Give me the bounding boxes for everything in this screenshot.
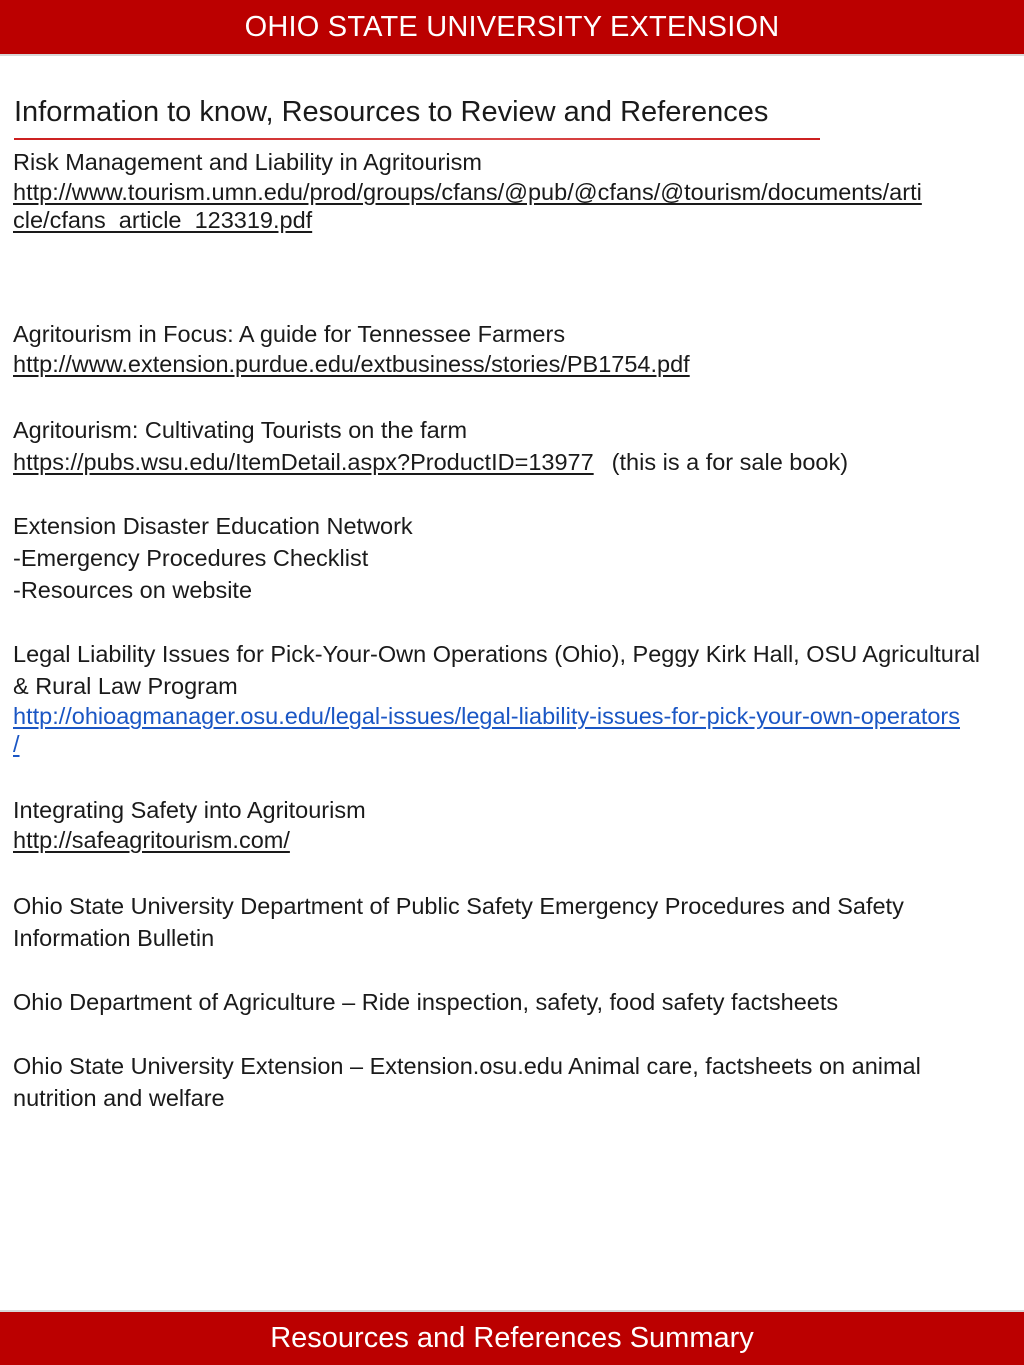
spacer — [13, 234, 1013, 286]
resource-risk-link[interactable] — [13, 178, 1013, 234]
resource-legal-title-line1: Legal Liability Issues for Pick-Your-Own Operations (Ohio), Peggy Kirk Hall, OSU Agricultural — [13, 641, 980, 667]
resource-osu-extension-line2: nutrition and welfare — [13, 1085, 225, 1111]
resource-safety-link[interactable]: http://safeagritourism.com/ — [13, 827, 290, 853]
resource-oda-line1: Ohio Department of Agriculture – Ride inspection, safety, food safety factsheets — [13, 989, 839, 1015]
resource-safety-title: Integrating Safety into Agritourism — [13, 797, 366, 823]
resource-risk-url-line1[interactable]: http://www.tourism.umn.edu/prod/groups/cfans/@pub/@cfans/@tourism/documents/arti — [13, 179, 922, 205]
spacer — [13, 606, 1013, 638]
resource-cultivating-link[interactable]: https://pubs.wsu.edu/ItemDetail.aspx?ProductID=13977 — [13, 449, 594, 475]
resource-risk-url-line2[interactable]: cle/cfans_article_123319.pdf — [13, 207, 313, 233]
spacer — [13, 286, 1013, 318]
resource-cultivating-note: (this is a for sale book) — [611, 449, 849, 475]
resource-osu-extension-line1: Ohio State University Extension – Extension.osu.edu Animal care, factsheets on animal — [13, 1053, 921, 1079]
spacer — [13, 758, 1013, 794]
resource-legal-link[interactable] — [13, 702, 1013, 758]
resource-tennessee-link[interactable]: http://www.extension.purdue.edu/extbusiness/stories/PB1754.pdf — [13, 351, 690, 377]
footer-banner — [0, 1310, 1024, 1365]
resource-risk-title: Risk Management and Liability in Agritourism — [13, 149, 482, 175]
resource-cultivating-row — [13, 446, 1013, 478]
resource-tennessee-title: Agritourism in Focus: A guide for Tennessee Farmers — [13, 321, 566, 347]
header-banner — [0, 0, 1024, 56]
resource-legal-title-line2: & Rural Law Program — [13, 673, 238, 699]
resource-eden-item-website: -Resources on website — [13, 577, 253, 603]
title-underline — [14, 138, 820, 140]
header-banner-text: OHIO STATE UNIVERSITY EXTENSION — [244, 10, 780, 43]
resource-list — [13, 146, 1013, 1114]
footer-banner-text: Resources and References Summary — [270, 1322, 754, 1354]
resource-eden-title: Extension Disaster Education Network — [13, 513, 413, 539]
resource-cultivating-title: Agritourism: Cultivating Tourists on the farm — [13, 417, 468, 443]
spacer — [13, 954, 1013, 986]
spacer — [13, 378, 1013, 414]
page-title: Information to know, Resources to Review and References — [14, 96, 769, 128]
spacer — [13, 1018, 1013, 1050]
spacer — [13, 854, 1013, 890]
resource-legal-url-line1[interactable]: http://ohioagmanager.osu.edu/legal-issues/legal-liability-issues-for-pick-your-own-operators — [13, 703, 960, 729]
resource-eden-item-checklist: -Emergency Procedures Checklist — [13, 545, 369, 571]
resource-osu-public-safety-line2: Information Bulletin — [13, 925, 215, 951]
spacer — [13, 478, 1013, 510]
resource-legal-url-line2[interactable]: / — [13, 731, 20, 757]
resource-osu-public-safety-line1: Ohio State University Department of Public Safety Emergency Procedures and Safety — [13, 893, 904, 919]
